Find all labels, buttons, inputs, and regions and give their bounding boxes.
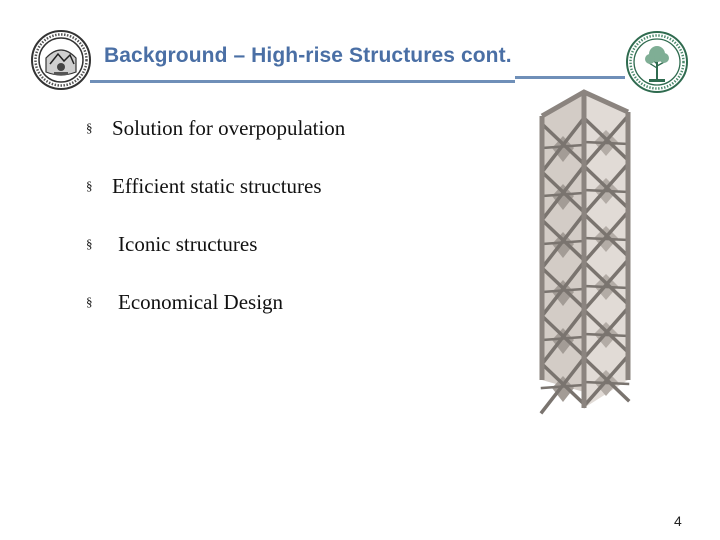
- bullet-text: Efficient static structures: [112, 174, 322, 198]
- slide-title: Background – High-rise Structures cont.: [104, 44, 512, 67]
- bullet-marker: §: [86, 236, 93, 251]
- title-underline: [90, 80, 515, 83]
- page-number: 4: [674, 513, 682, 529]
- title-underline-accent: [515, 76, 625, 79]
- bullet-item: [86, 116, 345, 141]
- bullet-text: Economical Design: [118, 290, 284, 314]
- bullet-item: [86, 290, 283, 315]
- bullet-marker: §: [86, 178, 93, 193]
- university-seal-icon: [30, 28, 92, 92]
- bullet-marker: §: [86, 294, 93, 309]
- tree-seal-icon: [624, 30, 690, 94]
- bullet-item: [86, 232, 257, 257]
- bullet-marker: §: [86, 120, 93, 135]
- bullet-text: Solution for overpopulation: [112, 116, 346, 140]
- lattice-tower-illustration: [528, 88, 640, 416]
- bullet-item: [86, 174, 322, 199]
- bullet-text: Iconic structures: [118, 232, 258, 256]
